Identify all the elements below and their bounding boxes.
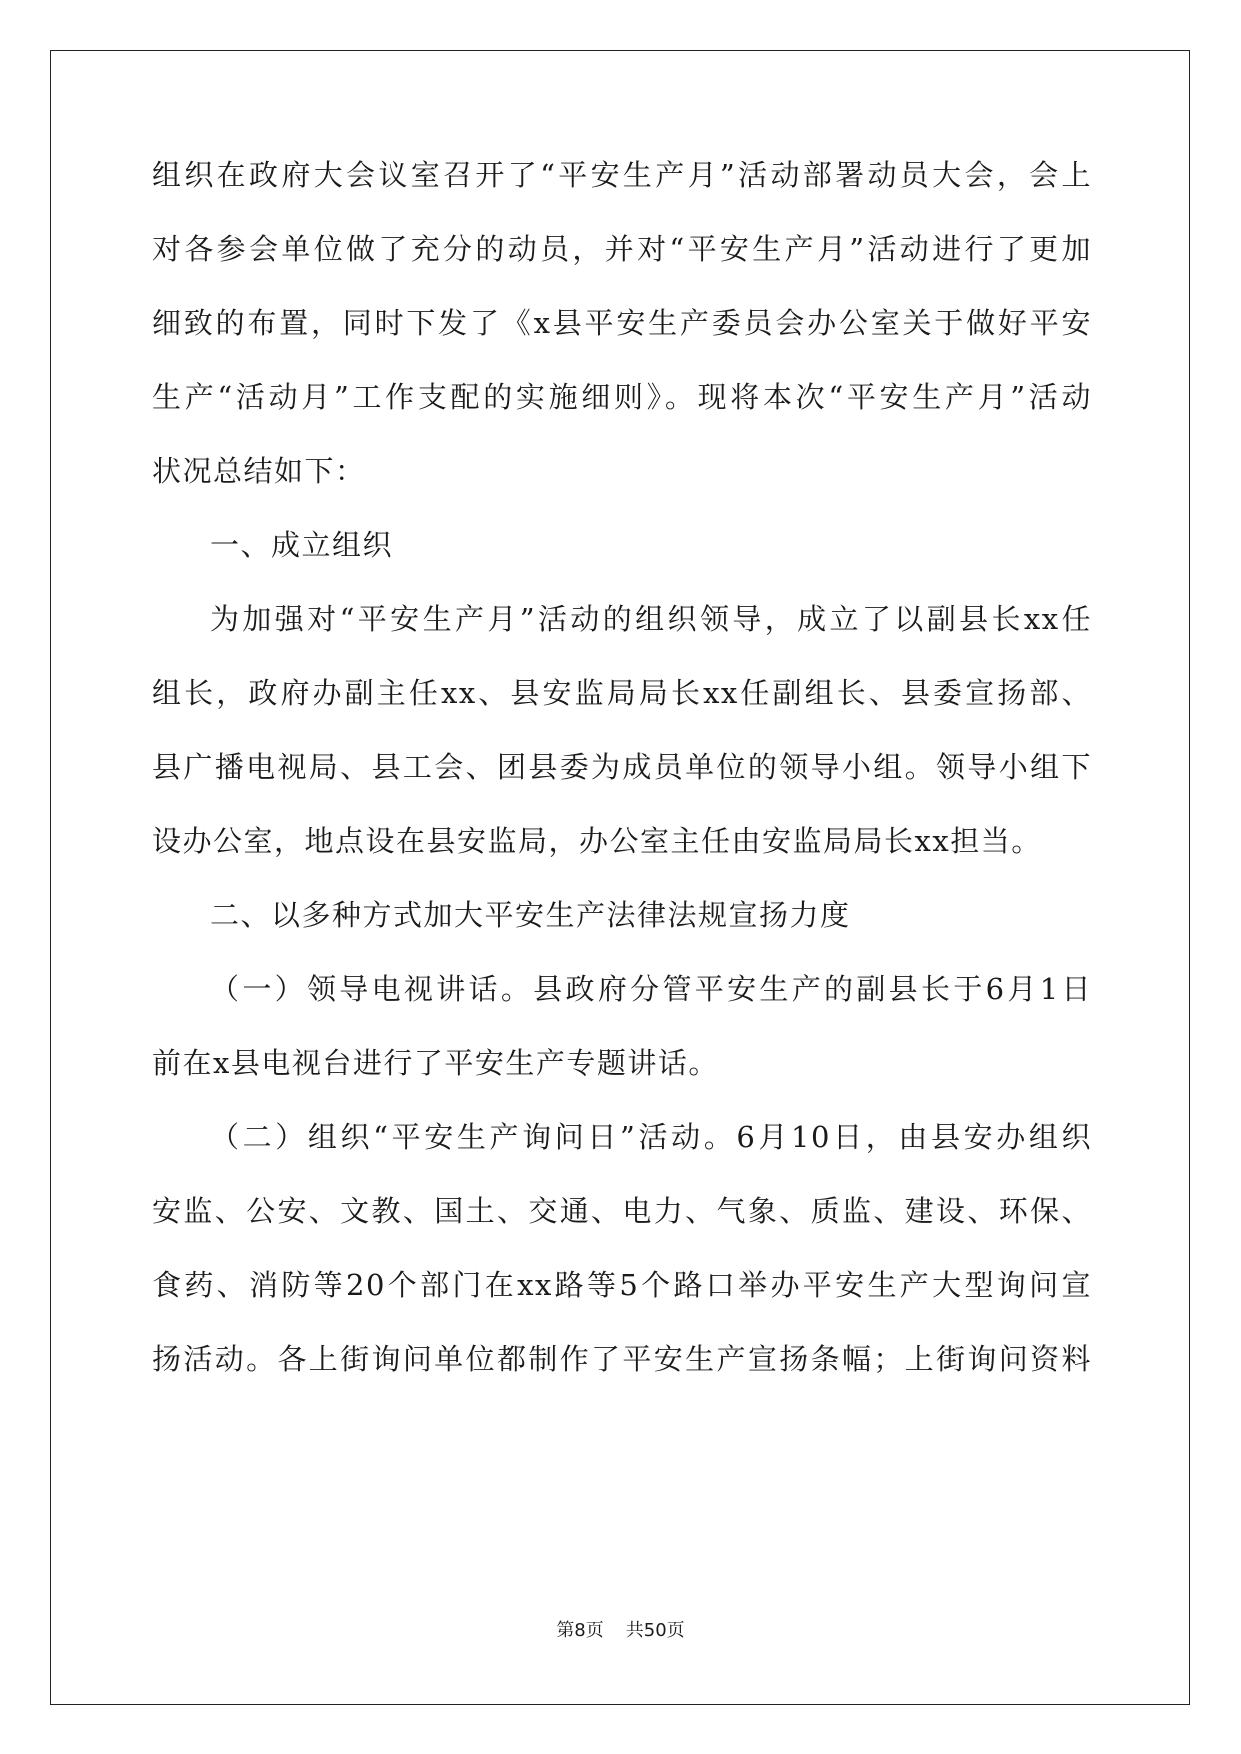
text-line-9: 县广播电视局、县工会、团县委为成员单位的领导小组。领导小组下 <box>152 750 1092 784</box>
text-line-1: 组织在政府大会议室召开了“平安生产月”活动部署动员大会，会上 <box>152 158 1092 192</box>
text-line-4: 生产“活动月”工作支配的实施细则》。现将本次“平安生产月”活动 <box>152 380 1092 414</box>
page-border <box>50 50 1190 1705</box>
text-line-5: 状况总结如下： <box>152 454 366 488</box>
text-line-8: 组长，政府办副主任xx、县安监局局长xx任副组长、县委宣扬部、 <box>152 676 1092 710</box>
text-line-2: 对各参会单位做了充分的动员，并对“平安生产月”活动进行了更加 <box>152 232 1092 266</box>
text-line-15: 安监、公安、文教、国土、交通、电力、气象、质监、建设、环保、 <box>152 1194 1092 1228</box>
section-heading-1: 一、成立组织 <box>210 528 394 562</box>
page-footer <box>0 1619 1241 1643</box>
section-heading-2: 二、以多种方式加大平安生产法律法规宣扬力度 <box>210 898 851 932</box>
page-total: 共50页 <box>625 1620 685 1641</box>
text-line-12: （一）领导电视讲话。县政府分管平安生产的副县长于6月1日 <box>210 972 1092 1006</box>
page-number: 第8页 <box>556 1620 604 1641</box>
text-line-17: 扬活动。各上街询问单位都制作了平安生产宣扬条幅；上街询问资料 <box>152 1342 1092 1376</box>
text-line-16: 食药、消防等20个部门在xx路等5个路口举办平安生产大型询问宣 <box>152 1268 1092 1302</box>
text-line-3: 细致的布置，同时下发了《x县平安生产委员会办公室关于做好平安 <box>152 306 1092 340</box>
text-line-7: 为加强对“平安生产月”活动的组织领导，成立了以副县长xx任 <box>210 602 1092 636</box>
text-line-10: 设办公室，地点设在县安监局，办公室主任由安监局局长xx担当。 <box>152 824 1042 858</box>
text-line-13: 前在x县电视台进行了平安生产专题讲话。 <box>152 1046 719 1080</box>
text-line-14: （二）组织“平安生产询问日”活动。6月10日，由县安办组织 <box>210 1120 1092 1154</box>
